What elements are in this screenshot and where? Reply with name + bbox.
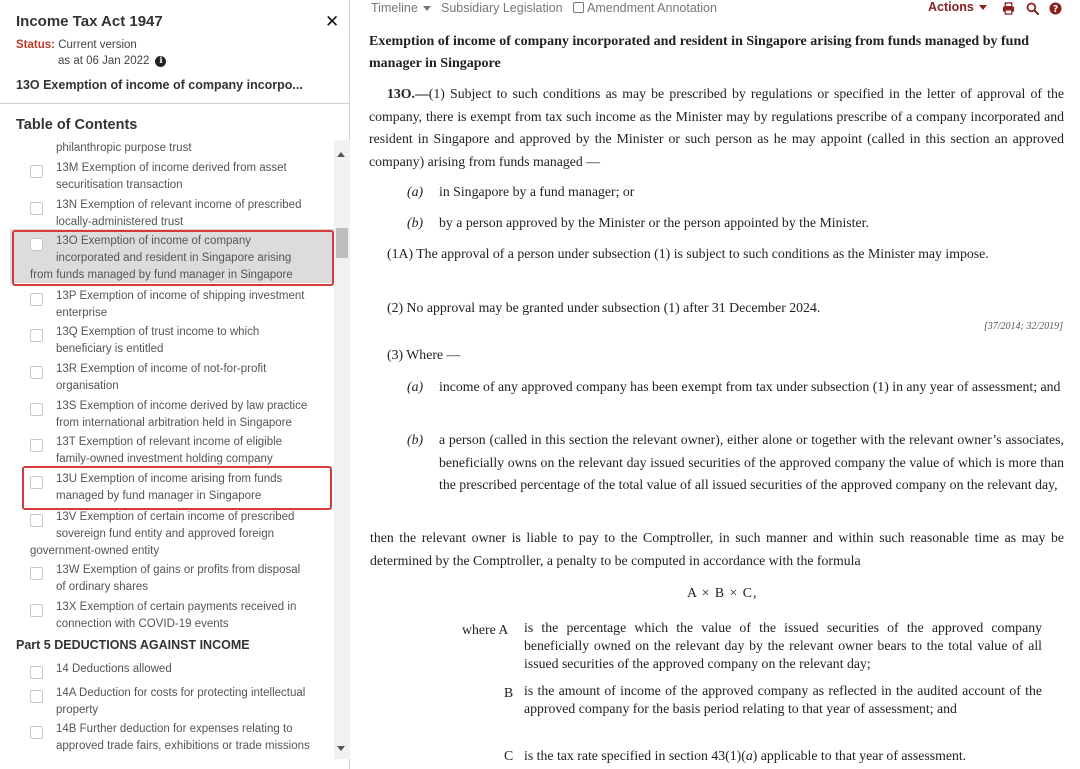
toc-item-label: 13T Exemption of relevant income of eligible <box>56 436 283 448</box>
subsection-1 <box>369 83 1064 173</box>
toc-checkbox[interactable] <box>30 329 43 342</box>
toc-item-label: securitisation transaction <box>56 179 183 191</box>
info-icon[interactable]: i <box>155 56 166 67</box>
para-label: (a) <box>407 379 424 394</box>
subsection-1-text: (1) Subject to such conditions as may be prescribed by regulations or specified in the letter of approval of the company, there is exempt from tax such income as the Minister may by regulations prescribe of a company incorporated and resident in Singapore and approved by the Minister or such person as he may appoint (called in this section an approved company) arising from funds managed — <box>369 86 1064 169</box>
b-text: is the amount of income of the approved company as reflected in the audited account of the approved company for the basis period relating to that year of assessment; and <box>524 683 1042 716</box>
toc-checkbox[interactable] <box>30 726 43 739</box>
highlight-box-13u <box>22 466 332 510</box>
svg-text:?: ? <box>1052 3 1059 15</box>
subsection-1A: (1A) The approval of a person under subsection (1) is subject to such conditions as the Minister may impose. <box>387 246 989 261</box>
actions-dropdown[interactable] <box>928 0 987 14</box>
toc-part-heading[interactable]: Part 5 DEDUCTIONS AGAINST INCOME <box>16 638 250 652</box>
toc-checkbox[interactable] <box>30 514 43 527</box>
scroll-up-arrow-icon[interactable] <box>337 152 345 157</box>
status-value: Current version <box>58 39 137 51</box>
where-a-text: is the percentage which the value of the issued securities of the approved company beneficially owned on the relevant day by the relevant owner bears to the total value of all issued securities of the approved company on the relevant day; <box>524 620 1042 671</box>
toc-checkbox[interactable] <box>30 666 43 679</box>
timeline-dropdown[interactable] <box>371 1 431 15</box>
toc-item-label: 13R Exemption of income of not-for-profit <box>56 363 267 375</box>
as-at-date: as at 06 Jan 2022 <box>58 55 150 67</box>
toc-item-label: 13M Exemption of income derived from asset <box>56 162 287 174</box>
toc-item-label: beneficiary is entitled <box>56 343 164 355</box>
toc-checkbox[interactable] <box>30 165 43 178</box>
toc-item-label: incorporated and resident in Singapore arising <box>56 252 292 264</box>
amendment-reference: [37/2014; 32/2019] <box>983 321 1063 332</box>
sidebar-header <box>0 0 349 104</box>
toc-item-label: 13U Exemption of income arising from funds <box>56 473 283 485</box>
toc-item-label: family-owned investment holding company <box>56 453 273 465</box>
toc-item-label: 13W Exemption of gains or profits from disposal <box>56 564 301 576</box>
toc-item-label: locally-administered trust <box>56 216 184 228</box>
toc-item-label: from funds managed by fund manager in Singapore <box>30 269 293 281</box>
actions-label: Actions <box>928 0 974 14</box>
scroll-thumb[interactable] <box>336 228 348 258</box>
toc-item-label: organisation <box>56 380 119 392</box>
toc-title: Table of Contents <box>16 117 138 133</box>
chevron-down-icon <box>979 5 987 10</box>
highlight-box-13o <box>12 230 334 286</box>
para-label: (b) <box>407 215 424 230</box>
amendment-label: Amendment Annotation <box>587 1 717 15</box>
sidebar <box>0 0 350 769</box>
as-at-line <box>58 55 166 67</box>
toc-item-label: 13P Exemption of income of shipping investment <box>56 290 305 302</box>
toc-item-label: 14A Deduction for costs for protecting intellectual <box>56 687 306 699</box>
para-3b-text: a person (called in this section the relevant owner), either alone or together with the relevant owner’s associates, beneficially owns on the relevant day issued securities of the approved company the value of which is more than the prescribed percentage of the total value of all issued securities of the approved company on the relevant day, <box>439 432 1064 492</box>
toc-checkbox[interactable] <box>30 202 43 215</box>
toc-item-label: 13X Exemption of certain payments received in <box>56 601 297 613</box>
subsection-2: (2) No approval may be granted under subsection (1) after 31 December 2024. <box>387 300 821 315</box>
toc-checkbox[interactable] <box>30 293 43 306</box>
toc-checkbox[interactable] <box>30 403 43 416</box>
status-label: Status: <box>16 39 55 51</box>
toc-item-label: approved trade fairs, exhibitions or trade missions <box>56 740 310 752</box>
para-3a-text: income of any approved company has been exempt from tax under subsection (1) in any year of assessment; and <box>439 379 1061 394</box>
c-text <box>524 745 966 768</box>
toc-item-label: philanthropic purpose trust <box>56 142 192 154</box>
current-section-title: 13O Exemption of income of company incorpo... <box>16 78 303 92</box>
c-text-italic: a <box>745 748 753 763</box>
para-label: (b) <box>407 432 424 447</box>
c-text-pre: is the tax rate specified in section 43(1)( <box>524 748 746 763</box>
subsection-3: (3) Where — <box>387 347 461 362</box>
toc-checkbox[interactable] <box>30 604 43 617</box>
close-icon[interactable]: ✕ <box>325 12 340 31</box>
amendment-annotation-toggle[interactable] <box>573 1 717 15</box>
toc-scrollbar[interactable] <box>334 140 350 759</box>
toc-item-label: from international arbitration held in Singapore <box>56 417 292 429</box>
toc-item-label: 13Q Exemption of trust income to which <box>56 326 260 338</box>
toc-item-label: enterprise <box>56 307 108 319</box>
toc-item-label: 13N Exemption of relevant income of prescribed <box>56 199 302 211</box>
toc-item-label: sovereign fund entity and approved foreign <box>56 528 275 540</box>
toc-checkbox[interactable] <box>30 690 43 703</box>
help-icon[interactable] <box>1049 2 1062 15</box>
toc-item-label: 13S Exemption of income derived by law practice <box>56 400 308 412</box>
para-1a-text: in Singapore by a fund manager; or <box>439 184 635 199</box>
toc-item-label: 14 Deductions allowed <box>56 663 172 675</box>
toc-item-label: government-owned entity <box>30 545 160 557</box>
toc-item-label: property <box>56 704 99 716</box>
formula: A × B × C, <box>687 585 758 600</box>
para-label: (a) <box>407 184 424 199</box>
toc-item-label: managed by fund manager in Singapore <box>56 490 262 502</box>
toc-list <box>0 140 334 759</box>
timeline-label: Timeline <box>371 1 418 15</box>
c-text-post: ) applicable to that year of assessment. <box>752 748 967 763</box>
b-label: B <box>504 685 514 700</box>
subsidiary-legislation-link[interactable]: Subsidiary Legislation <box>441 1 563 15</box>
section-heading: Exemption of income of company incorporated and resident in Singapore arising from funds managed by fund manager in Singapore <box>369 34 1030 71</box>
c-label: C <box>504 748 514 763</box>
status-line <box>16 39 137 51</box>
toc-checkbox[interactable] <box>30 439 43 452</box>
legislation-content <box>352 18 1080 769</box>
scroll-down-arrow-icon[interactable] <box>337 746 345 751</box>
penalty-text: then the relevant owner is liable to pay to the Comptroller, in such manner and within such reasonable time as may be determined by the Comptroller, a penalty to be computed in accordance with the formula <box>370 530 1064 568</box>
toc-item-label: 14B Further deduction for expenses relating to <box>56 723 293 735</box>
toc-item-label: of ordinary shares <box>56 581 149 593</box>
toc-checkbox[interactable] <box>30 366 43 379</box>
amendment-checkbox[interactable] <box>573 2 584 13</box>
print-icon[interactable] <box>1002 2 1015 15</box>
toc-item-label: 13O Exemption of income of company <box>56 235 251 247</box>
chevron-down-icon <box>423 6 431 11</box>
toc-item-label: 13V Exemption of certain income of prescribed <box>56 511 295 523</box>
where-a-label: where A <box>462 622 509 637</box>
toc-item-label: connection with COVID-19 events <box>56 618 229 630</box>
toc-checkbox[interactable] <box>30 567 43 580</box>
search-icon[interactable] <box>1026 2 1039 15</box>
para-1b-text: by a person approved by the Minister or the person appointed by the Minister. <box>439 215 869 230</box>
section-number: 13O.— <box>387 86 429 101</box>
act-title: Income Tax Act 1947 <box>16 13 163 30</box>
